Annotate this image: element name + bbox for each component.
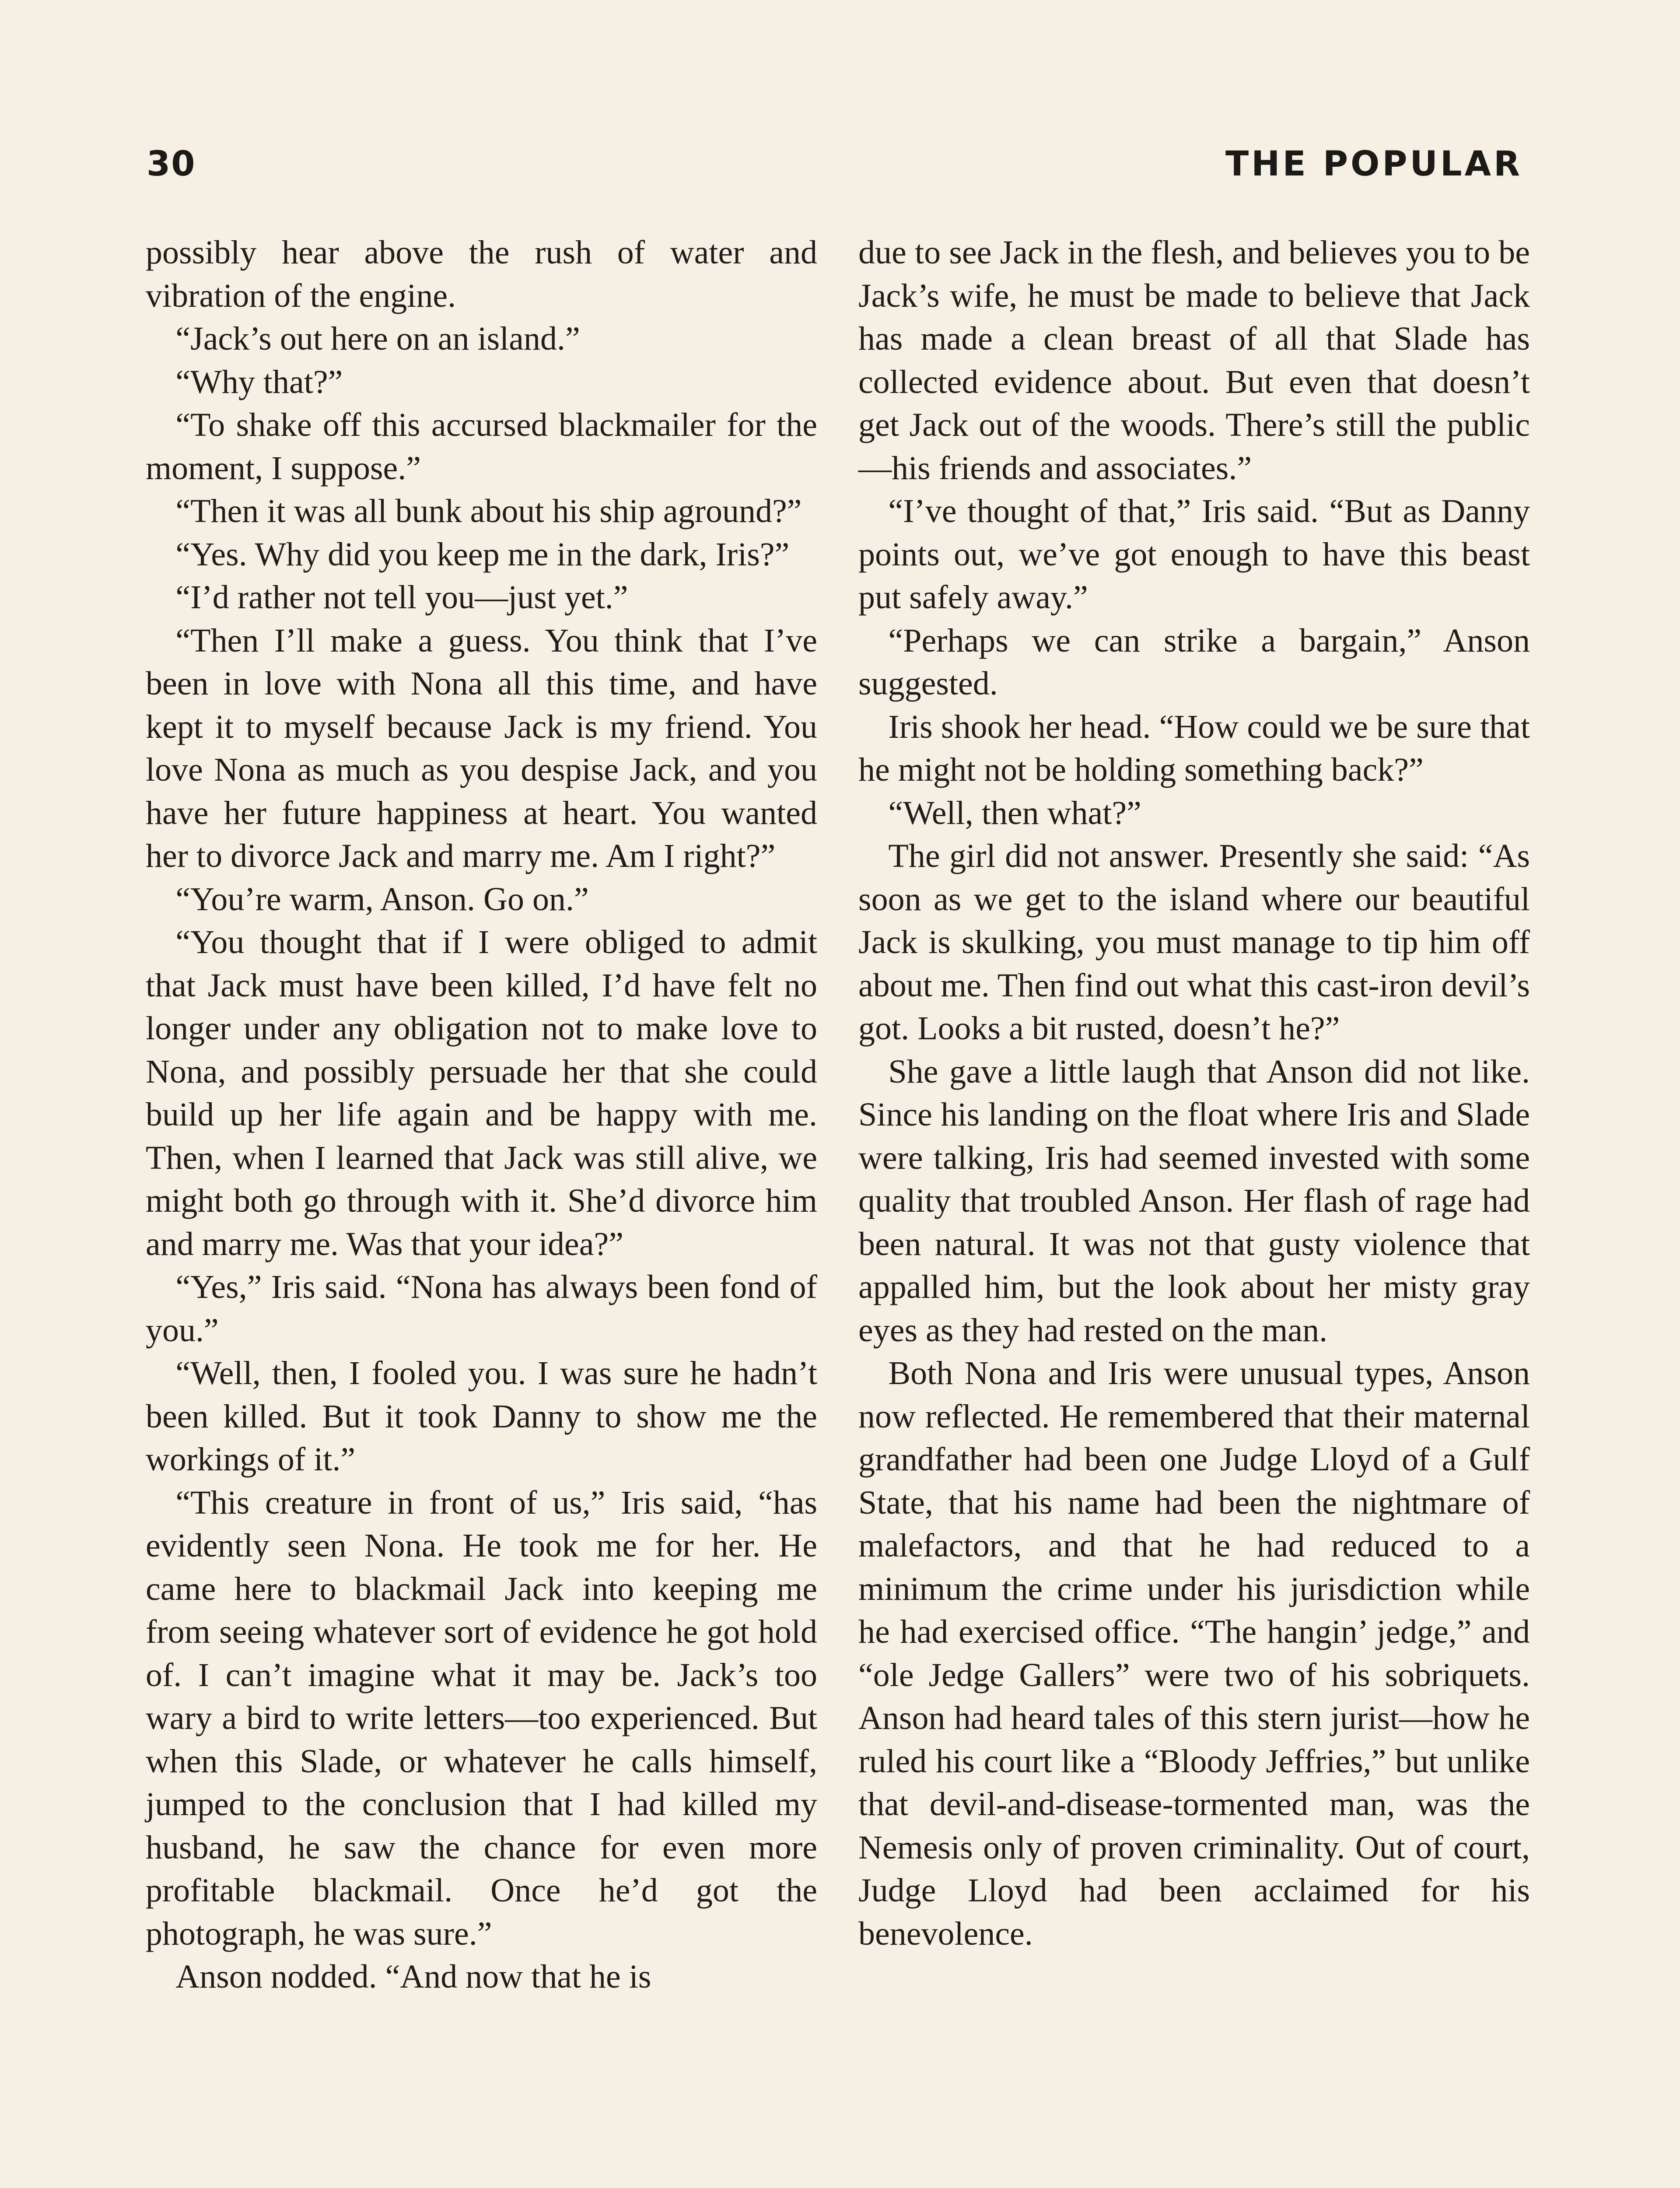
paragraph: Anson nodded. “And now that he is	[175, 1958, 651, 1995]
paragraph: “Then I’ll make a guess. You think that I’ve been in love with Nona all this time, and have kept it to myself because Jack is my friend. You love Nona as much as you despise Jack, and you have her future happiness at heart. You wanted her to divorce Jack and marry me. Am I right?”	[146, 622, 817, 874]
paragraph: possibly hear above the rush of water and vibration of the engine.	[146, 234, 817, 314]
left-text-column	[146, 231, 817, 1999]
page-number: 30	[147, 144, 196, 184]
paragraph: “You thought that if I were obliged to admit that Jack must have been killed, I’d have felt no longer under any obligation not to make love to Nona, and possibly persuade her that she could build up her life again and be happy with me. Then, when I learned that Jack was still alive, we might both go through with it. She’d divorce him and marry me. Was that your idea?”	[146, 924, 817, 1262]
paragraph: “To shake off this accursed blackmailer for the moment, I suppose.”	[146, 407, 817, 487]
paragraph: “Yes,” Iris said. “Nona has always been fond of you.”	[146, 1269, 817, 1349]
paragraph: “You’re warm, Anson. Go on.”	[175, 880, 589, 918]
paragraph: “Perhaps we can strike a bargain,” Anson suggested.	[858, 622, 1530, 702]
paragraph: The girl did not answer. Presently she said: “As soon as we get to the island where our beautiful Jack is skulking, you must manage to tip him off about me. Then find out what this cast-iron devil’s got. Looks a bit rusted, doesn’t he?”	[858, 838, 1530, 1047]
paragraph: “Well, then what?”	[888, 794, 1141, 831]
running-head	[147, 144, 1522, 210]
paragraph: “Jack’s out here on an island.”	[175, 320, 580, 357]
paragraph: “This creature in front of us,” Iris said, “has evidently seen Nona. He took me for her. He came here to blackmail Jack into keeping me from seeing whatever sort of evidence he got hold of. I can’t imagine what it may be. Jack’s too wary a bird to write letters—too experienced. But when this Slade, or whatever he calls himself, jumped to the conclusion that I had killed my husband, he saw the chance for even more profitable blackmail. Once he’d got the photograph, he was sure.”	[146, 1484, 817, 1952]
paragraph: “Well, then, I fooled you. I was sure he hadn’t been killed. But it took Danny to show me the workings of it.”	[146, 1355, 817, 1478]
paragraph: Iris shook her head. “How could we be sure that he might not be holding something back?”	[858, 708, 1530, 788]
paragraph: Both Nona and Iris were unusual types, Anson now reflected. He remembered that their maternal grandfather had been one Judge Lloyd of a Gulf State, that his name had been the nightmare of malefactors, and that he had reduced to a minimum the crime under his jurisdiction while he had exercised office. “The hangin’ jedge,” and “ole Jedge Gallers” were two of his sobriquets. Anson had heard tales of this stern jurist—how he ruled his court like a “Bloody Jeffries,” but unlike that devil-and-disease-tormented man, was the Nemesis only of proven criminality. Out of court, Judge Lloyd had been acclaimed for his benevolence.	[858, 1355, 1530, 1952]
paragraph: “Why that?”	[175, 363, 343, 400]
magazine-title: THE POPULAR	[1225, 144, 1522, 184]
paragraph: “Yes. Why did you keep me in the dark, Iris?”	[175, 536, 790, 573]
paragraph: She gave a little laugh that Anson did not like. Since his landing on the float where Iris and Slade were talking, Iris had seemed invested with some quality that troubled Anson. Her flash of rage had been natural. It was not that gusty violence that appalled him, but the look about her misty gray eyes as they had rested on the man.	[858, 1053, 1530, 1349]
paragraph: due to see Jack in the flesh, and believes you to be Jack’s wife, he must be made to believe that Jack has made a clean breast of all that Slade has collected evidence about. But even that doesn’t get Jack out of the woods. There’s still the public—his friends and associates.”	[858, 234, 1530, 487]
paragraph: “Then it was all bunk about his ship aground?”	[175, 493, 802, 529]
paragraph: “I’d rather not tell you—just yet.”	[175, 579, 628, 616]
right-text-column	[858, 231, 1530, 1955]
paragraph: “I’ve thought of that,” Iris said. “But as Danny points out, we’ve got enough to have this beast put safely away.”	[858, 493, 1530, 616]
